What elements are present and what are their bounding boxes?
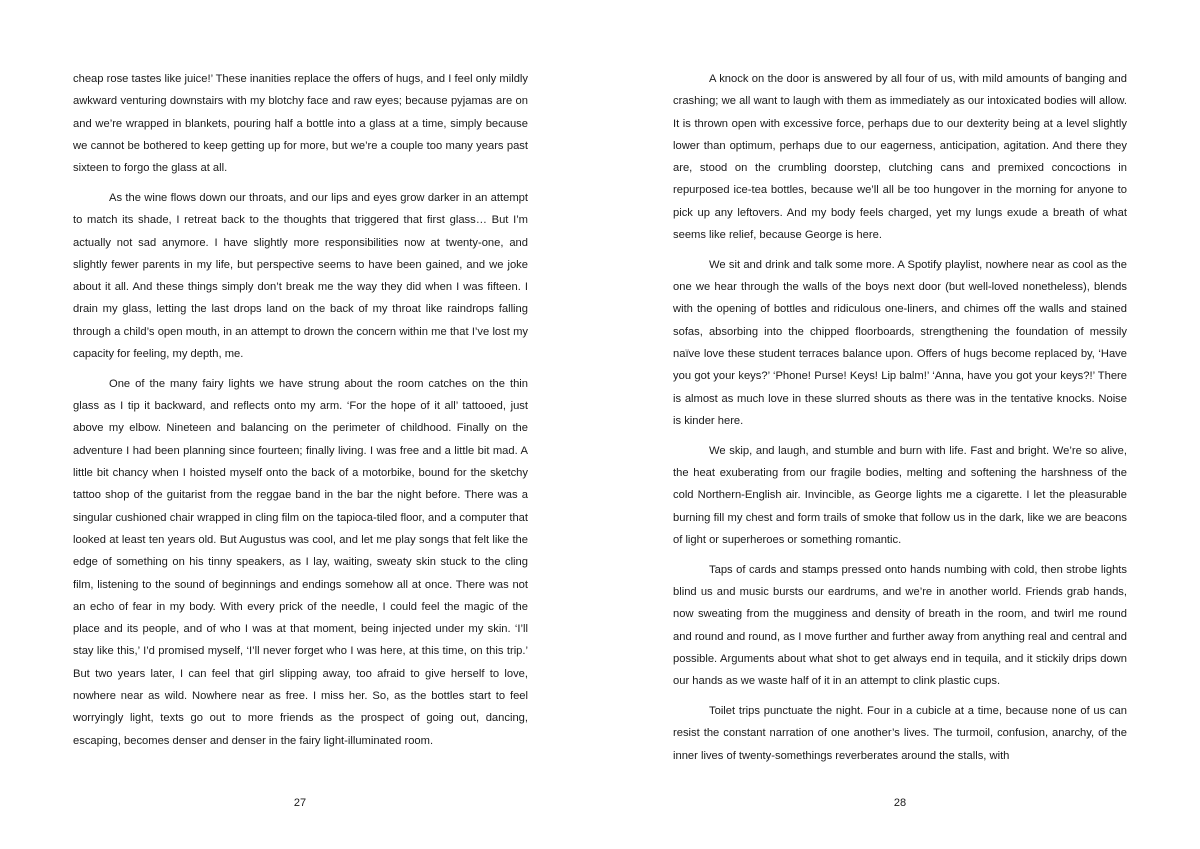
paragraph: A knock on the door is answered by all four of us, with mild amounts of banging and crashing; we all want to laugh with them as immediately as our intoxicated bodies will allow. It is thrown open with excessive force, perhaps due to our dexterity being at a level slightly lower than optimum, perhaps due to our eagerness, anticipation, agitation. And there they are, stood on the crumbling doorstep, clutching cans and premixed concoctions in repurposed ice-tea bottles, because we’ll all be too hungover in the morning for anyone to pick up any leftovers. And my body feels charged, yet my lungs exude a breath of what seems like relief, because George is here. — [673, 73, 1127, 242]
right-page-body — [673, 68, 1127, 774]
page-number: 28 — [893, 797, 907, 809]
paragraph: Toilet trips punctuate the night. Four in a cubicle at a time, because none of us can resist the constant narration of one another’s lives. The turmoil, confusion, anarchy, of the inner lives of twenty-somethings reverberates around the stalls, with — [673, 705, 1127, 762]
paragraph: Taps of cards and stamps pressed onto hands numbing with cold, then strobe lights blind us and music bursts our eardrums, and we’re in another world. Friends grab hands, now sweating from the mugginess and density of breath in the room, and twirl me round and round and round, as I move further and further away from anything real and central and possible. Arguments about what shot to get always end in tequila, and it stickily drips down our hands as we waste half of it in an attempt to clink plastic cups. — [673, 563, 1127, 688]
left-page-body — [73, 68, 528, 759]
paragraph: One of the many fairy lights we have strung about the room catches on the thin glass as I tip it backward, and reflects onto my arm. ‘For the hope of it all’ tattooed, just above my elbow. Nineteen and balancing on the perimeter of childhood. Finally on the adventure I had been planning since fourteen; finally living. I was free and a little bit mad. A little bit chancy when I hoisted myself onto the back of a motorbike, bound for the sketchy tattoo shop of the guitarist from the reggae band in the bar the night before. There was a singular cushioned chair wrapped in cling film on the tapioca-tiled floor, and a computer that looked at least ten years old. But Augustus was cool, and let me play songs that felt like the edge of something on his tinny speakers, as I lay, waiting, sweaty skin stuck to the cling film, listening to the sound of beginnings and endings somehow all at once. There was not an echo of fear in my body. With every prick of the needle, I could feel the magic of the place and its people, and of who I was at that moment, being injected under my skin. ‘I’ll stay like this,’ I’d promised myself, ‘I’ll never forget who I was here, at this time, on this trip.’ But two years later, I can feel that girl slipping away, too afraid to give herself to love, nowhere near as wild. Nowhere near as free. I miss her. So, as the bottles start to feel worryingly light, texts go out to more friends as the prospect of going out, dancing, escaping, becomes denser and denser in the fairy light-illuminated room. — [73, 377, 528, 747]
right-page — [600, 0, 1200, 849]
page-number: 27 — [293, 797, 307, 809]
paragraph: As the wine flows down our throats, and our lips and eyes grow darker in an attempt to match its shade, I retreat back to the thoughts that triggered that first glass… But I’m actually not sad anymore. I have slightly more responsibilities now at twenty-one, and slightly fewer parents in my life, but perspective seems to have been gained, and we joke about it all. And these things simply don’t break me the way they did when I was fifteen. I drain my glass, letting the last drops land on the back of my throat like raindrops falling through a child’s open mouth, in an attempt to drown the concern within me that I’ve lost my capacity for feeling, my depth, me. — [73, 191, 528, 361]
paragraph: cheap rose tastes like juice!’ These inanities replace the offers of hugs, and I feel only mildly awkward venturing downstairs with my blotchy face and raw eyes; because pyjamas are on and we’re wrapped in blankets, pouring half a bottle into a glass at a time, simply because we cannot be bothered to keep getting up for more, but we’re a couple too many years past sixteen to forgo the glass at all. — [73, 73, 528, 175]
paragraph: We sit and drink and talk some more. A Spotify playlist, nowhere near as cool as the one we hear through the walls of the boys next door (but well-loved nonetheless), blends with the opening of bottles and ridiculous one-liners, and chimes off the walls and stained sofas, absorbing into the chipped floorboards, strengthening the foundation of messily naïve love these student terraces balance upon. Offers of hugs become replaced by, ‘Have you got your keys?’ ‘Phone! Purse! Keys! Lip balm!’ ‘Anna, have you got your keys?!’ There is almost as much love in these slurred shouts as there was in the tentative knocks. Noise is kinder here. — [673, 258, 1127, 427]
paragraph: We skip, and laugh, and stumble and burn with life. Fast and bright. We’re so alive, the heat exuberating from our fragile bodies, melting and softening the harshness of the cold Northern-English air. Invincible, as George lights me a cigarette. I let the pleasurable burning fill my chest and form trails of smoke that follow us in the dark, like we are beacons of light or superheroes or something romantic. — [673, 444, 1127, 546]
